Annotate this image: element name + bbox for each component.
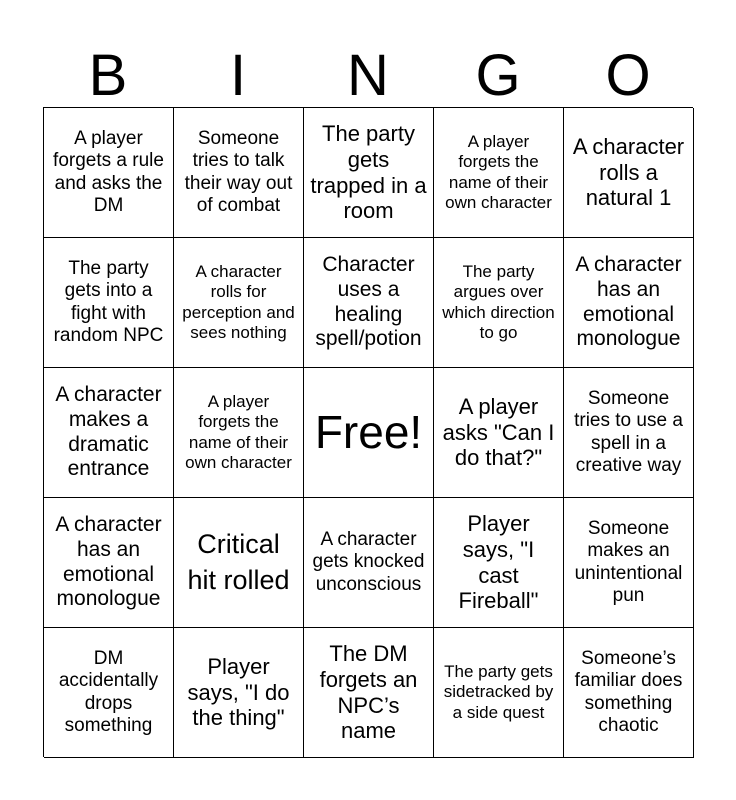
bingo-cell[interactable]: DM accidentally drops something — [44, 628, 174, 758]
bingo-cell[interactable]: The DM forgets an NPC’s name — [304, 628, 434, 758]
bingo-cell[interactable]: A player asks "Can I do that?" — [434, 368, 564, 498]
bingo-cell[interactable]: The party gets into a fight with random NPC — [44, 238, 174, 368]
header-letter-g: G — [475, 43, 521, 108]
bingo-board — [43, 107, 693, 757]
bingo-cell[interactable]: Player says, "I cast Fireball" — [434, 498, 564, 628]
bingo-cell[interactable]: The party gets sidetracked by a side quest — [434, 628, 564, 758]
bingo-cell[interactable]: Character uses a healing spell/potion — [304, 238, 434, 368]
bingo-cell[interactable]: Critical hit rolled — [174, 498, 304, 628]
bingo-cell[interactable]: A character gets knocked unconscious — [304, 498, 434, 628]
bingo-cell[interactable]: Someone tries to use a spell in a creative way — [564, 368, 694, 498]
bingo-cell[interactable]: Someone makes an unintentional pun — [564, 498, 694, 628]
bingo-cell[interactable]: Player says, "I do the thing" — [174, 628, 304, 758]
header-letter-i: I — [229, 43, 247, 108]
bingo-cell[interactable]: A character rolls for perception and sees nothing — [174, 238, 304, 368]
bingo-cell[interactable]: A character has an emotional monologue — [44, 498, 174, 628]
header-letter-b: B — [88, 43, 128, 108]
bingo-cell[interactable]: A character has an emotional monologue — [564, 238, 694, 368]
header-letter-n: N — [347, 43, 389, 108]
bingo-cell[interactable]: A player forgets the name of their own character — [434, 108, 564, 238]
bingo-cell[interactable]: A character rolls a natural 1 — [564, 108, 694, 238]
bingo-cell[interactable]: Someone’s familiar does something chaotic — [564, 628, 694, 758]
bingo-cell[interactable]: Someone tries to talk their way out of combat — [174, 108, 304, 238]
bingo-cell[interactable]: The party argues over which direction to go — [434, 238, 564, 368]
bingo-cell[interactable]: A player forgets a rule and asks the DM — [44, 108, 174, 238]
free-space-cell[interactable]: Free! — [304, 368, 434, 498]
bingo-cell[interactable]: A player forgets the name of their own character — [174, 368, 304, 498]
bingo-cell[interactable]: A character makes a dramatic entrance — [44, 368, 174, 498]
header-letter-o: O — [605, 43, 651, 108]
bingo-cell[interactable]: The party gets trapped in a room — [304, 108, 434, 238]
bingo-header — [43, 36, 693, 116]
